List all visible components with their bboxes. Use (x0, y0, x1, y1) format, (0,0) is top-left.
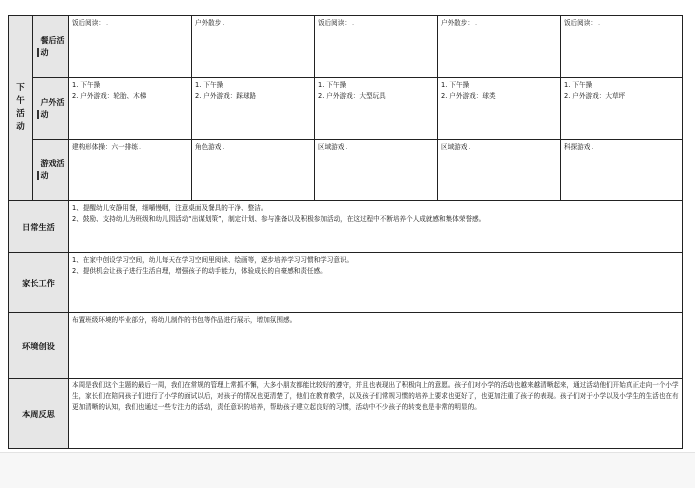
environment-label: 环境创设 (9, 313, 69, 379)
game-cell[interactable]: 区域游戏. (438, 140, 561, 201)
daily-life-content[interactable]: 1、提醒幼儿安静用餐，细嚼慢咽，注意桌面及餐具的干净、整洁。 2、鼓励、支持幼儿为班级和幼儿园活动“出谋划策”，制定计划、参与准备以及积极参加活动，在这过程中不断培养个人成就感和集体荣誉感。 (69, 201, 683, 253)
outdoor-cell[interactable]: 1. 下午操 2. 户外游戏：大草坪 (561, 78, 683, 140)
row-marker (37, 48, 39, 57)
afternoon-section-label (9, 16, 33, 201)
game-cell[interactable]: 区域游戏. (315, 140, 438, 201)
game-cell[interactable]: 建构形体操：六一排练. (69, 140, 192, 201)
daily-life-row (9, 201, 683, 253)
reflection-row (9, 379, 683, 449)
environment-content[interactable]: 布置班级环境的毕业部分，将幼儿制作的书包等作品进行展示，增加氛围感。 (69, 313, 683, 379)
game-label: 游戏活动 (33, 140, 69, 201)
reflection-content[interactable]: 本周是我们这个主题的最后一周，我们在常规的管理上常抓不懈，大多小朋友都能比较好的遵守，并且也表现出了积极向上的意愿。孩子们对小学的活动也越来越清晰起来，通过活动他们开始真正走向一个小学生，家长们在陪同孩子们进行了小学的面试以后，对孩子的情况也更清楚了，他们在教育教学，以及孩子们常规习惯的培养上要求也更好了，也更加注重了孩子的表现。孩子们对于小学以及小学生的生活也在有更加清晰的认知，我们也通过一些专注力的活动，责任意识的培养，帮助孩子建立起良好的习惯，活动中不少孩子的转变也是非常的明显的。 (69, 379, 683, 449)
reflection-label: 本周反思 (9, 379, 69, 449)
meal-after-label: 餐后活动 (33, 16, 69, 78)
meal-after-cell[interactable]: 饭后阅读：. (69, 16, 192, 78)
outdoor-label: 户外活动 (33, 78, 69, 140)
environment-row (9, 313, 683, 379)
meal-after-row (9, 16, 683, 78)
parent-work-label: 家长工作 (9, 253, 69, 313)
outdoor-cell[interactable]: 1. 下午操 2. 户外游戏：大型玩具 (315, 78, 438, 140)
outdoor-cell[interactable]: 1. 下午操 2. 户外游戏：球类 (438, 78, 561, 140)
row-marker (37, 110, 39, 119)
meal-after-cell[interactable]: 饭后阅读：. (315, 16, 438, 78)
parent-work-content[interactable]: 1、在家中创设学习空间，幼儿每天在学习空间里阅读、绘画等，逐步培养学习习惯和学习意识。 2、提供机会让孩子进行生活自理，增强孩子的动手能力，体验成长的自豪感和责任感。 (69, 253, 683, 313)
weekly-plan-table (8, 15, 683, 449)
afternoon-label-text: 下午活动 (16, 83, 25, 132)
outdoor-cell[interactable]: 1. 下午操 2. 户外游戏：踩球路 (192, 78, 315, 140)
meal-after-cell[interactable]: 饭后阅读：. (561, 16, 683, 78)
game-cell[interactable]: 角色游戏. (192, 140, 315, 201)
row-marker (37, 171, 39, 180)
outdoor-row (9, 78, 683, 140)
parent-work-row (9, 253, 683, 313)
page-bottom-gap (0, 452, 695, 488)
meal-after-cell[interactable]: 户外散步：. (438, 16, 561, 78)
daily-life-label: 日常生活 (9, 201, 69, 253)
game-cell[interactable]: 科探游戏. (561, 140, 683, 201)
game-row (9, 140, 683, 201)
outdoor-cell[interactable]: 1. 下午操 2. 户外游戏：轮胎、木梯 (69, 78, 192, 140)
meal-after-cell[interactable]: 户外散步. (192, 16, 315, 78)
